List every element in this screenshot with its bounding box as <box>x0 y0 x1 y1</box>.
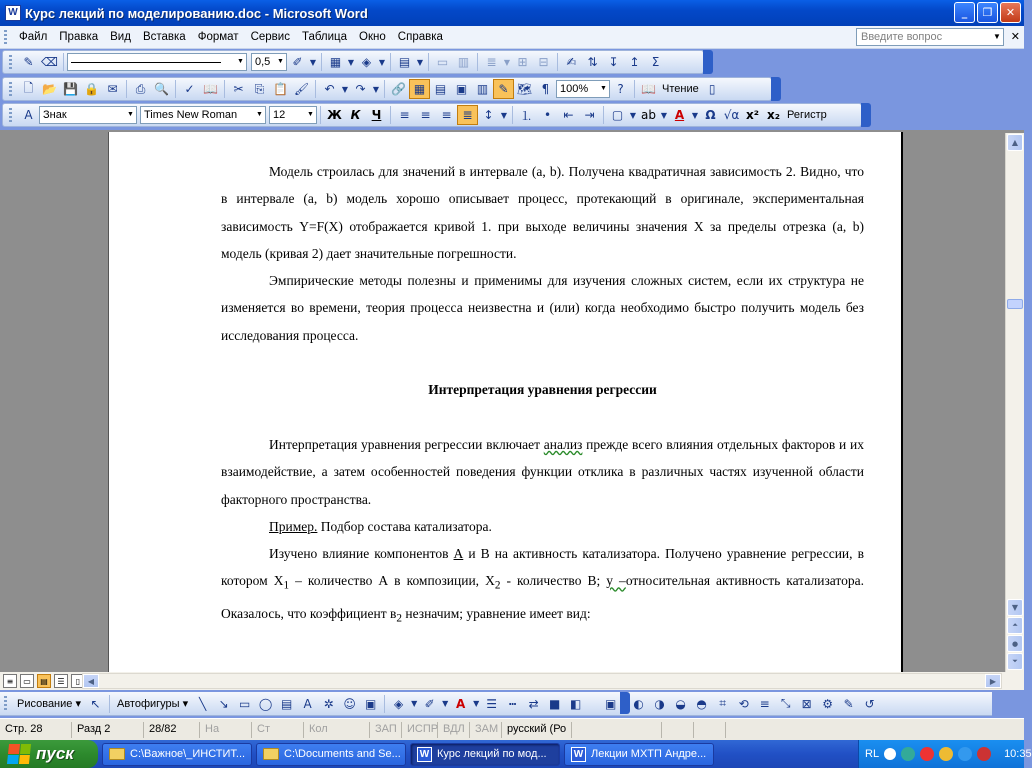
taskbar-item-folder-2[interactable] <box>256 743 406 766</box>
contrast-icon[interactable]: ◐ <box>633 696 644 711</box>
zoom-value: 100% <box>560 83 589 95</box>
text-box-icon[interactable]: ▤ <box>280 696 293 711</box>
chevron-down-icon[interactable]: ▼ <box>372 84 380 94</box>
paste-icon[interactable]: 📋 <box>273 82 288 96</box>
separator <box>634 80 635 98</box>
text-run: относительная активность катализатора. Оказалось, что коэффициент в <box>221 573 865 622</box>
word-icon: W <box>417 747 432 762</box>
status-spelling <box>572 722 662 738</box>
separator <box>63 53 64 71</box>
view-strip <box>0 672 1024 690</box>
line-color-icon[interactable]: ✐ <box>424 696 435 711</box>
print-layout-icon[interactable]: ▤ <box>37 674 51 688</box>
separator <box>315 80 316 98</box>
separator <box>126 80 127 98</box>
dash-style-icon[interactable]: ┅ <box>509 696 517 711</box>
text-direction-icon[interactable]: ⇅ <box>587 55 598 69</box>
italic-button[interactable]: К <box>350 108 361 122</box>
chevron-down-icon[interactable]: ▼ <box>411 699 418 708</box>
chevron-down-icon[interactable]: ▼ <box>600 85 607 92</box>
numbering-icon[interactable]: ⒈ <box>520 108 533 123</box>
zoom-select[interactable] <box>556 80 610 98</box>
web-view-icon[interactable]: ▭ <box>20 674 34 688</box>
status-extend[interactable]: ВДЛ <box>438 722 470 738</box>
picture-icon[interactable]: ▣ <box>364 696 377 711</box>
start-button[interactable] <box>0 740 98 768</box>
reading-view-icon[interactable]: ▯ <box>71 674 85 688</box>
status-page: Стр. 28 <box>0 722 72 738</box>
paragraph-interpretation <box>221 431 864 513</box>
menu-window[interactable]: Окно <box>359 31 386 43</box>
text-run: анализ <box>543 436 583 452</box>
formatting-toolbar <box>2 103 862 127</box>
text-run: Изучено влияние компонентов <box>269 546 454 562</box>
distribute-columns-icon[interactable]: ⊟ <box>538 55 549 69</box>
arrow-icon[interactable]: ↘ <box>218 696 229 711</box>
folder-icon <box>263 748 279 760</box>
cut-icon[interactable]: ✂ <box>233 82 244 96</box>
oval-icon[interactable]: ◯ <box>258 696 273 711</box>
font-select[interactable] <box>140 106 266 124</box>
autosum-icon[interactable]: Σ <box>651 55 660 69</box>
help-icon[interactable]: ? <box>617 82 624 96</box>
network-icon[interactable] <box>901 747 915 761</box>
text-run: А <box>453 546 464 562</box>
text-run: Подбор состава катализатора. <box>317 518 492 534</box>
menu-view[interactable]: Вид <box>110 31 131 43</box>
chevron-down-icon[interactable]: ▼ <box>127 111 134 118</box>
brightness-icon[interactable]: ◑ <box>654 696 665 711</box>
menu-help[interactable]: Справка <box>397 31 443 43</box>
scroll-down-icon[interactable]: ▼ <box>1007 599 1023 616</box>
font-color-icon[interactable]: A <box>674 108 685 122</box>
tray-expand-icon[interactable] <box>884 748 896 760</box>
security-icon[interactable] <box>939 747 953 761</box>
chevron-down-icon[interactable]: ▼ <box>378 57 386 67</box>
superscript-icon[interactable]: x² <box>746 108 759 122</box>
ask-question-placeholder: Введите вопрос <box>861 31 943 43</box>
line-icon[interactable]: ╲ <box>199 696 207 711</box>
status-column: Кол <box>304 722 370 738</box>
menu-table[interactable]: Таблица <box>301 31 348 43</box>
autoshapes-button[interactable]: Автофигуры ▾ <box>116 698 189 710</box>
undo-icon[interactable]: ↶ <box>324 82 335 96</box>
browse-object-icon[interactable]: ● <box>1007 635 1023 652</box>
tray-app-icon[interactable] <box>977 747 991 761</box>
separator <box>603 106 604 124</box>
horizontal-scrollbar[interactable] <box>82 673 1002 689</box>
chevron-down-icon[interactable]: ▼ <box>629 110 637 120</box>
toolbar-options-button[interactable] <box>703 50 713 74</box>
separator <box>384 80 385 98</box>
subscript: 2 <box>396 613 402 626</box>
chevron-down-icon[interactable]: ▼ <box>347 57 355 67</box>
status-record[interactable]: ЗАП <box>370 722 402 738</box>
drawing-icon[interactable]: ✎ <box>493 79 514 99</box>
outside-border-icon[interactable]: ▢ <box>611 108 624 122</box>
vertical-scrollbar[interactable] <box>1005 133 1024 672</box>
toolbar-grip[interactable] <box>9 55 12 70</box>
font-color-icon[interactable]: A <box>455 696 466 711</box>
previous-page-icon[interactable]: ⏶ <box>1007 617 1023 634</box>
align-right-icon[interactable]: ≡ <box>441 108 452 122</box>
text-run: и В на активность катализатора. Получено уравнение регрессии, в котором X <box>221 546 864 589</box>
chevron-down-icon[interactable]: ▼ <box>503 57 511 67</box>
close-document-icon[interactable]: ✕ <box>1010 30 1020 43</box>
text-run: незначим; уравнение имеет вид: <box>401 606 591 622</box>
drawing-toolbar <box>0 692 992 716</box>
scroll-right-icon[interactable]: ▶ <box>985 674 1001 688</box>
status-bar <box>0 718 1024 740</box>
read-icon[interactable]: 📖 <box>641 82 656 96</box>
redo-icon[interactable]: ↷ <box>355 82 366 96</box>
status-language[interactable]: русский (Ро <box>502 722 572 738</box>
underline-button[interactable]: Ч <box>371 108 382 122</box>
insert-excel-icon[interactable]: ▣ <box>455 82 468 96</box>
chevron-down-icon[interactable]: ▼ <box>473 699 480 708</box>
separator <box>390 106 391 124</box>
separator <box>557 53 558 71</box>
language-indicator[interactable]: RL <box>865 748 880 760</box>
outline-view-icon[interactable]: ☰ <box>54 674 68 688</box>
3d-style-icon[interactable]: ◧ <box>569 696 582 711</box>
fill-color-icon[interactable]: ◈ <box>394 696 404 711</box>
research-icon[interactable]: 📖 <box>203 82 218 96</box>
set-transparent-icon[interactable]: ✎ <box>843 696 854 711</box>
paragraph-example <box>221 513 864 540</box>
separator <box>390 53 391 71</box>
separator <box>512 106 513 124</box>
example-label: Пример. <box>269 518 318 534</box>
style-value: Знак <box>43 109 67 121</box>
line-style-icon[interactable]: ☰ <box>486 696 498 711</box>
toolbar-options-button[interactable] <box>861 103 871 127</box>
document-workspace <box>0 130 1024 672</box>
menu-edit[interactable]: Правка <box>59 31 99 43</box>
font-value: Times New Roman <box>144 109 238 121</box>
save-icon[interactable]: 💾 <box>63 82 78 96</box>
menubar-grip[interactable] <box>4 30 7 45</box>
paragraph-catalyst <box>221 540 864 633</box>
taskbar-item-label: Курс лекций по мод... <box>437 748 547 760</box>
tables-borders-icon[interactable]: ▦ <box>409 79 430 99</box>
text-wrap-icon[interactable]: ⊠ <box>801 696 812 711</box>
text-run: у – <box>606 573 626 589</box>
left-margin-area <box>0 130 108 672</box>
bold-button[interactable]: Ж <box>327 108 342 122</box>
chevron-down-icon[interactable]: ▼ <box>993 32 1001 41</box>
compress-icon[interactable]: ⤡ <box>780 696 791 710</box>
separator <box>384 695 385 713</box>
permission-icon[interactable]: 🔒 <box>84 82 99 96</box>
table-autoformat-icon[interactable]: ✍ <box>566 55 577 69</box>
clock: 10:35 <box>1004 748 1032 760</box>
scroll-up-icon[interactable]: ▲ <box>1007 134 1023 151</box>
reset-picture-icon[interactable]: ↺ <box>864 696 875 711</box>
show-hide-icon[interactable]: ¶ <box>541 82 550 96</box>
paragraph-model: Модель строилась для значений в интервале (a, b). Получена квадратичная зависимость 2. Видно, что в интервале (a, b) модель хорошо описывает процесс, протекающий в оригинале, экспериментальная зависимость Y=F(X) отображается кривой 1. при выходе величины значения X за пределы отрезка (a, b) модель (кривая 2) дает значительные погрешности. <box>221 164 864 261</box>
subscript: 2 <box>494 580 501 593</box>
word-app-icon[interactable]: W <box>5 5 21 21</box>
ask-question-input[interactable] <box>856 28 1004 46</box>
toolbar-options-button[interactable] <box>620 692 630 714</box>
font-size-value: 12 <box>273 109 286 121</box>
standard-toolbar <box>2 77 772 101</box>
align-left-icon[interactable]: ≡ <box>399 108 410 122</box>
separator <box>109 695 110 713</box>
status-pages: 28/82 <box>144 722 200 738</box>
highlight-icon[interactable]: ab <box>641 108 656 122</box>
text-run: – количество А в композиции, X <box>289 573 495 589</box>
separator <box>321 53 322 71</box>
insert-table-icon[interactable]: ▤ <box>398 55 411 69</box>
copy-icon[interactable]: ⎘ <box>254 81 265 96</box>
chevron-down-icon[interactable]: ▼ <box>277 58 284 65</box>
status-empty <box>662 722 694 738</box>
antivirus-icon[interactable] <box>920 747 934 761</box>
styles-icon[interactable]: A <box>24 108 33 122</box>
read-mode-icon[interactable]: ▯ <box>708 82 716 96</box>
status-at: На <box>200 722 252 738</box>
line-style-select[interactable] <box>67 53 247 71</box>
document-map-icon[interactable]: 🗺 <box>516 82 533 96</box>
chevron-down-icon[interactable]: ▼ <box>341 84 349 94</box>
format-picture-icon[interactable]: ⚙ <box>822 696 834 711</box>
align-center-icon[interactable]: ≡ <box>420 108 431 122</box>
document-page[interactable] <box>108 132 903 672</box>
next-page-icon[interactable]: ⏷ <box>1007 653 1023 670</box>
crop-icon[interactable]: ⌗ <box>719 696 727 710</box>
menu-format[interactable]: Формат <box>197 31 239 43</box>
line-style-preview <box>71 62 221 63</box>
status-overtype[interactable]: ЗАМ <box>470 722 502 738</box>
taskbar-item-label: C:\Documents and Se... <box>284 748 401 760</box>
separator <box>320 106 321 124</box>
minimize-button[interactable]: _ <box>954 2 975 23</box>
picture-tool-icon[interactable]: ▣ <box>604 696 617 711</box>
border-color-icon[interactable]: ✐ <box>292 55 303 69</box>
text-run: - количество В; <box>500 573 607 589</box>
status-empty <box>694 722 726 738</box>
wordart-icon[interactable]: A <box>303 696 312 711</box>
new-document-icon[interactable]: 🗋 <box>23 80 34 95</box>
draw-menu-button[interactable]: Рисование ▾ <box>17 698 81 710</box>
document-text[interactable] <box>221 158 864 633</box>
folder-icon <box>109 748 125 760</box>
line-spacing-icon[interactable]: ↕ <box>483 108 494 122</box>
line-weight-select[interactable] <box>251 53 287 71</box>
status-section: Разд 2 <box>72 722 144 738</box>
equation-icon[interactable]: √α <box>723 108 740 122</box>
clip-art-icon[interactable]: ☺ <box>343 696 356 711</box>
print-preview-icon[interactable]: 🔍 <box>154 82 169 96</box>
subscript: 1 <box>283 580 290 593</box>
outside-border-icon[interactable]: ▦ <box>329 55 342 69</box>
chevron-down-icon[interactable]: ▼ <box>442 699 449 708</box>
rectangle-icon[interactable]: ▭ <box>238 696 251 711</box>
chevron-down-icon[interactable]: ▼ <box>309 57 317 67</box>
word-icon: W <box>571 747 586 762</box>
sort-ascending-icon[interactable]: ↧ <box>608 55 619 69</box>
register-button[interactable]: Регистр <box>787 109 827 121</box>
email-icon[interactable]: ✉ <box>107 82 118 96</box>
taskbar-item-label: C:\Важное\_ИНСТИТ... <box>130 748 246 760</box>
increase-indent-icon[interactable]: ⇥ <box>584 108 595 122</box>
select-objects-icon[interactable]: ↖ <box>90 696 101 711</box>
separator <box>477 53 478 71</box>
split-cells-icon[interactable]: ▥ <box>457 55 470 69</box>
shading-color-icon[interactable]: ◈ <box>361 55 372 69</box>
subscript-icon[interactable]: x₂ <box>767 108 780 122</box>
columns-icon[interactable]: ▥ <box>476 82 489 96</box>
taskbar-item-folder-1[interactable] <box>102 743 252 766</box>
start-label: пуск <box>36 744 74 763</box>
text-run: Интерпретация уравнения регрессии включает <box>269 436 544 452</box>
taskbar <box>0 740 1032 768</box>
line-weight-icon[interactable]: ≡ <box>759 696 770 711</box>
scroll-left-icon[interactable]: ◀ <box>83 674 99 688</box>
separator <box>175 80 176 98</box>
title-bar <box>0 0 1024 26</box>
menu-bar <box>0 26 1024 49</box>
merge-cells-icon[interactable]: ▭ <box>436 55 449 69</box>
insert-table-icon[interactable]: ▤ <box>434 82 447 96</box>
chevron-down-icon[interactable]: ▼ <box>256 111 263 118</box>
chevron-down-icon[interactable]: ▼ <box>691 110 699 120</box>
windows-logo-icon <box>7 744 31 764</box>
close-button[interactable]: ✕ <box>1000 2 1021 23</box>
status-track-changes[interactable]: ИСПР <box>402 722 438 738</box>
window-title: Курс лекций по моделированию.doc - Microsoft Word <box>25 5 368 21</box>
text-run: прежде всего влияния отдельных факторов и их взаимодействие, а затем особенностей поведения функции отклика в различных частях изученной области факторного пространства. <box>221 436 864 507</box>
chevron-down-icon[interactable]: ▼ <box>237 58 244 65</box>
scroll-thumb[interactable] <box>1007 299 1023 309</box>
separator <box>224 80 225 98</box>
separator <box>428 53 429 71</box>
hyperlink-icon[interactable]: 🔗 <box>391 82 406 96</box>
distribute-rows-icon[interactable]: ⊞ <box>517 55 528 69</box>
shadow-style-icon[interactable]: ■ <box>548 696 561 711</box>
toolbar-grip[interactable] <box>4 696 7 711</box>
toolbar-grip[interactable] <box>9 82 12 97</box>
less-contrast-icon[interactable]: ◓ <box>696 696 707 711</box>
align-cell-icon[interactable]: ≣ <box>486 55 497 69</box>
spelling-icon[interactable]: ✓ <box>184 82 195 96</box>
normal-view-icon[interactable]: ≡ <box>3 674 17 688</box>
omega-symbol-icon[interactable]: Ω <box>705 108 716 122</box>
diagram-icon[interactable]: ✲ <box>323 696 334 711</box>
chevron-down-icon[interactable]: ▼ <box>307 111 314 118</box>
tables-borders-toolbar <box>2 50 704 74</box>
taskbar-item-word-2[interactable] <box>564 743 714 766</box>
justify-icon[interactable]: ≣ <box>457 105 478 125</box>
chevron-down-icon[interactable]: ▼ <box>416 57 424 67</box>
section-heading: Интерпретация уравнения регрессии <box>428 382 657 398</box>
font-size-select[interactable] <box>269 106 317 124</box>
menu-tools[interactable]: Сервис <box>250 31 290 43</box>
print-icon[interactable]: ⎙ <box>135 81 146 96</box>
bullets-icon[interactable]: • <box>543 108 552 122</box>
eraser-icon[interactable]: ⌫ <box>41 55 58 69</box>
toolbar-grip[interactable] <box>9 108 12 123</box>
paragraph-empirical: Эмпирические методы полезны и применимы для изучения сложных систем, если их структура не изменяется во времени, теория процесса неизвестна и (или) когда необходимо быстро получить модель без исследования процесса. <box>221 273 864 343</box>
chevron-down-icon[interactable]: ▼ <box>500 110 508 120</box>
volume-icon[interactable] <box>958 747 972 761</box>
sort-descending-icon[interactable]: ↥ <box>629 55 640 69</box>
menu-insert[interactable]: Вставка <box>142 31 186 43</box>
menu-file[interactable]: Файл <box>19 31 48 43</box>
chevron-down-icon[interactable]: ▼ <box>660 110 668 120</box>
style-select[interactable] <box>39 106 137 124</box>
restore-button[interactable]: ❐ <box>977 2 998 23</box>
more-contrast-icon[interactable]: ◒ <box>675 696 686 711</box>
format-painter-icon[interactable]: 🖌 <box>293 82 310 96</box>
rotate-icon[interactable]: ⟲ <box>738 696 749 711</box>
line-weight-value: 0,5 <box>255 56 271 68</box>
open-folder-icon[interactable]: 📂 <box>42 82 57 96</box>
toolbar-options-button[interactable] <box>771 77 781 101</box>
system-tray <box>858 740 1032 768</box>
taskbar-item-label: Лекции МХТП Андре... <box>591 748 707 760</box>
arrow-style-icon[interactable]: ⇄ <box>528 696 539 711</box>
taskbar-item-word-active[interactable] <box>410 743 560 766</box>
draw-table-icon[interactable]: ✎ <box>23 55 34 69</box>
decrease-indent-icon[interactable]: ⇤ <box>563 108 574 122</box>
read-button[interactable]: Чтение <box>662 83 699 95</box>
status-line: Ст <box>252 722 304 738</box>
